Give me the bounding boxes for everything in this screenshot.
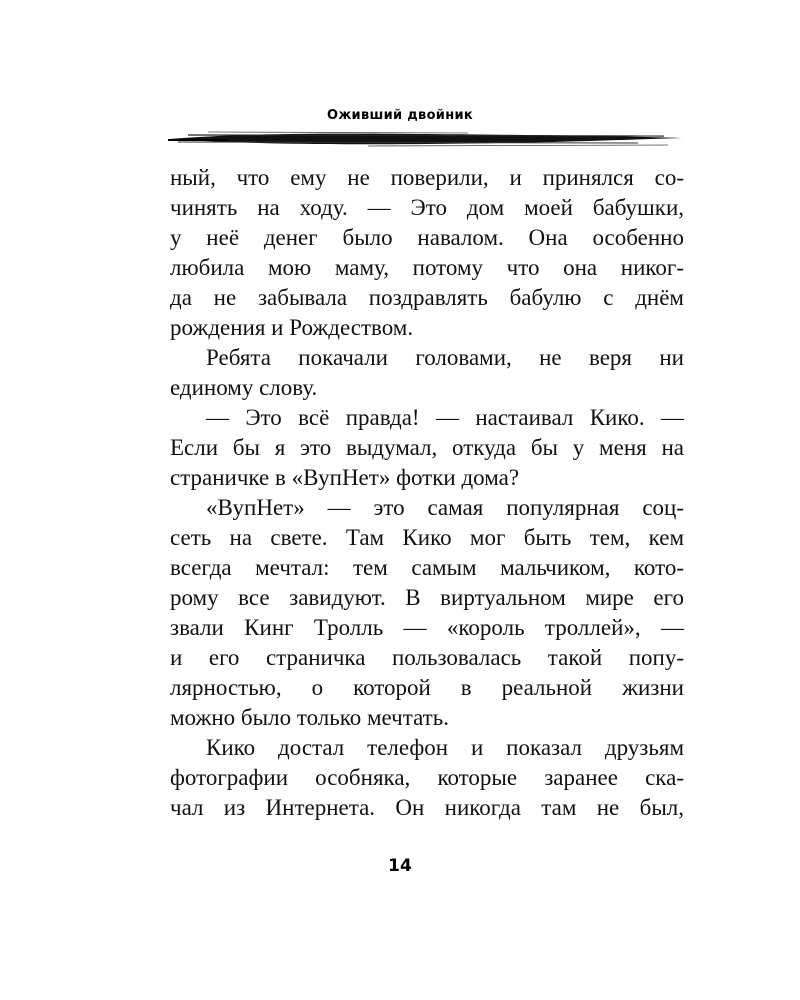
- text-line: лярностью, о которой в реальной жизни: [170, 675, 684, 700]
- text-line: единому слову.: [170, 375, 318, 400]
- body-text: [170, 163, 684, 823]
- text-line: ный, что ему не поверили, и принялся со-: [170, 165, 684, 190]
- text-line: «ВупНет» — это самая популярная соц-: [206, 495, 684, 520]
- text-line: рождения и Рождеством.: [170, 315, 414, 340]
- text-line: у неё денег было навалом. Она особенно: [170, 225, 684, 250]
- text-line: чал из Интернета. Он никогда там не был,: [170, 795, 684, 820]
- text-line: рому все завидуют. В виртуальном мире его: [170, 585, 684, 610]
- text-line: любила мою маму, потому что она никог-: [170, 255, 684, 280]
- text-line: и его страничка пользовалась такой попу-: [170, 645, 684, 670]
- text-line: сеть на свете. Там Кико мог быть тем, кем: [170, 525, 684, 550]
- text-line: Если бы я это выдумал, откуда бы у меня на: [170, 435, 684, 460]
- text-line: фотографии особняка, которые заранее ска-: [170, 765, 684, 790]
- page-number: 14: [388, 856, 412, 876]
- text-line: Ребята покачали головами, не веря ни: [206, 345, 684, 370]
- text-line: чинять на ходу. — Это дом моей бабушки,: [170, 195, 684, 220]
- text-line: да не забывала поздравлять бабулю с днём: [170, 285, 684, 310]
- text-line: всегда мечтал: тем самым мальчиком, кото-: [170, 555, 684, 580]
- text-line: — Это всё правда! — настаивал Кико. —: [206, 405, 684, 430]
- text-line: Кико достал телефон и показал друзьям: [206, 735, 684, 760]
- brush-stroke-divider: [168, 128, 684, 150]
- running-head-title: Оживший двойник: [326, 108, 474, 123]
- text-line: можно было только мечтать.: [170, 705, 449, 730]
- text-line: звали Кинг Тролль — «король троллей», —: [170, 615, 684, 640]
- text-line: страничке в «ВупНет» фотки дома?: [170, 465, 520, 490]
